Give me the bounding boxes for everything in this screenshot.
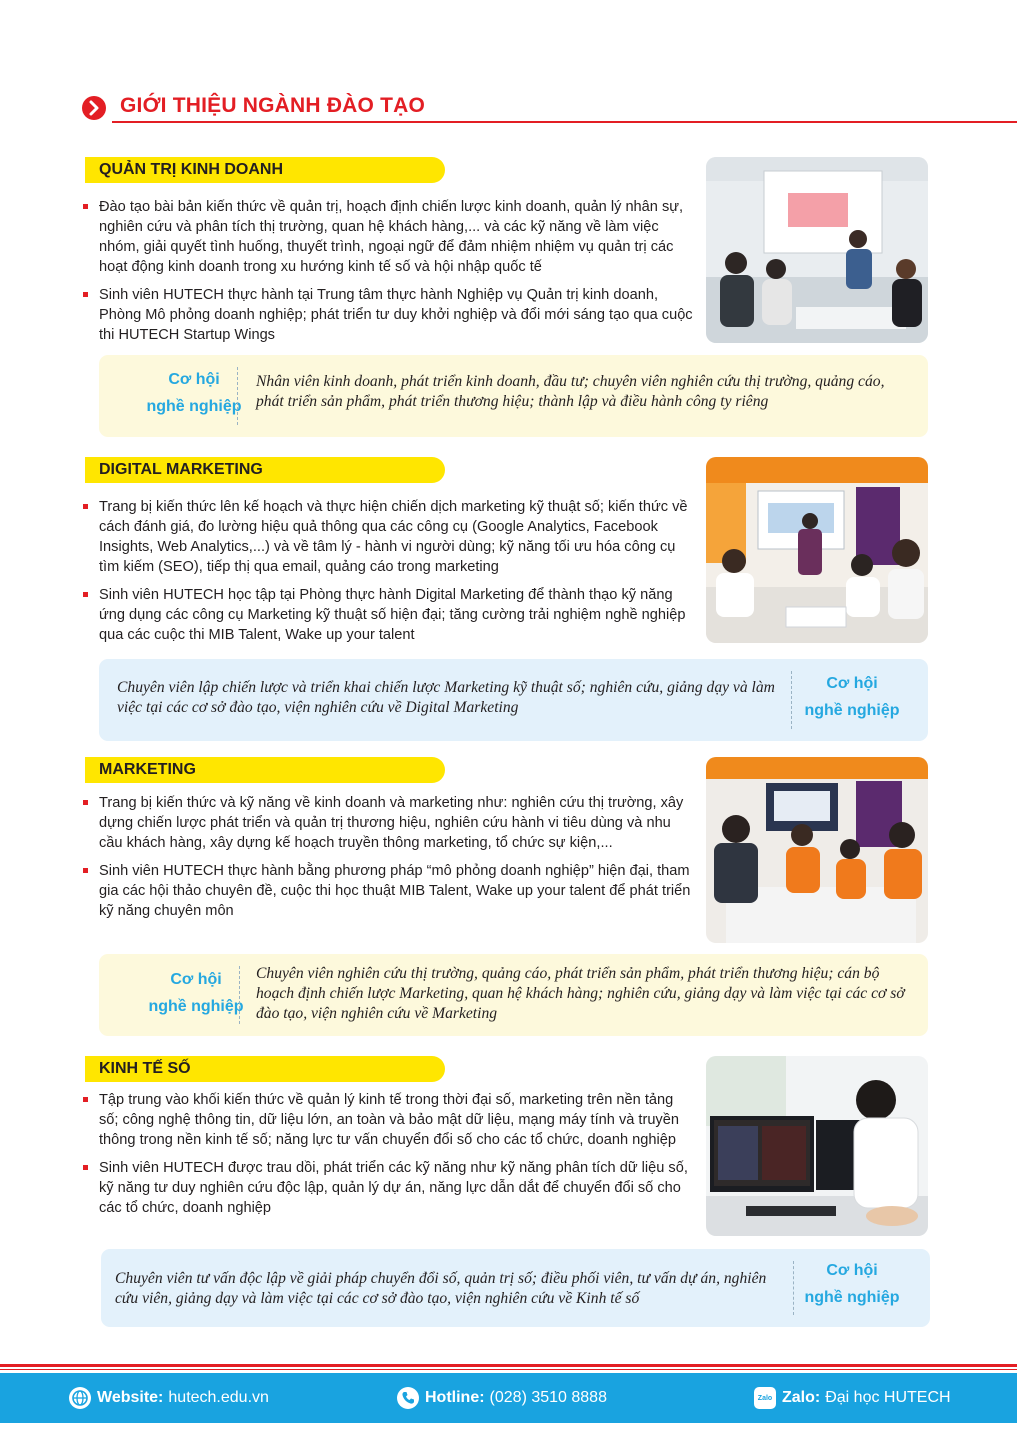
chevron-right-icon bbox=[82, 96, 106, 120]
career-text: Chuyên viên nghiên cứu thị trường, quảng cáo, phát triển sản phẩm, phát triển thương hiệu; cán bộ hoạch định chiến lược Marketing, quan hệ khách hàng; nghiên cứu, giảng dạy và làm việc tại các cơ sở đào tạo, viện nghiên cứu về Marketing bbox=[256, 965, 905, 1022]
footer-divider-thin bbox=[0, 1369, 1017, 1370]
career-label bbox=[131, 966, 261, 1020]
website-link[interactable]: hutech.edu.vn bbox=[168, 1389, 269, 1406]
career-box-kinh-te-so bbox=[101, 1249, 930, 1327]
page-title: GIỚI THIỆU NGÀNH ĐÀO TẠO bbox=[120, 94, 426, 117]
bullet-text: Sinh viên HUTECH thực hành bằng phương pháp “mô phỏng doanh nghiệp” hiện đại, tham gia các hội thảo chuyên đề, cuộc thi học thuật MIB Talent, Wake up your talent để phát triển kỹ năng chuyên môn bbox=[99, 863, 691, 919]
hotline-label: Hotline: bbox=[425, 1389, 485, 1406]
career-box-qtkd bbox=[99, 355, 928, 437]
list-item bbox=[82, 1158, 694, 1218]
career-label-line2: nghề nghiệp bbox=[146, 398, 242, 415]
bullet-icon bbox=[83, 1097, 88, 1102]
bullet-icon bbox=[83, 1165, 88, 1170]
hotline-number[interactable]: (028) 3510 8888 bbox=[489, 1389, 607, 1406]
footer-website[interactable] bbox=[69, 1385, 269, 1411]
divider bbox=[112, 121, 1017, 123]
section-photo bbox=[706, 757, 928, 943]
divider bbox=[239, 966, 240, 1024]
zalo-label: Zalo: bbox=[782, 1389, 821, 1406]
list-item bbox=[82, 1090, 694, 1150]
career-label bbox=[129, 366, 259, 420]
bullet-list bbox=[82, 1090, 694, 1226]
career-label-line1: Cơ hội bbox=[168, 371, 220, 388]
bullet-list bbox=[82, 497, 694, 653]
bullet-text: Tập trung vào khối kiến thức về quản lý kinh tế trong thời đại số, marketing trên nền tảng số; công nghệ thông tin, dữ liệu lớn, an toàn và bảo mật dữ liệu, mạng máy tính và truyền thông trong nền kinh tế số; năng lực tư vấn chuyển đổi số cho các tổ chức, doanh nghiệp bbox=[99, 1092, 679, 1148]
website-label: Website: bbox=[97, 1389, 164, 1406]
section-photo bbox=[706, 457, 928, 643]
career-label-line2: nghề nghiệp bbox=[804, 702, 900, 719]
career-label-line1: Cơ hội bbox=[826, 675, 878, 692]
bullet-text: Sinh viên HUTECH được trau dồi, phát triển các kỹ năng như kỹ năng phân tích dữ liệu số, kỹ năng tư duy nghiên cứu độc lập, quản lý dự án, năng lực dẫn dắt để chuyển đổi số cho các tổ chức, doanh nghiệp bbox=[99, 1160, 688, 1216]
footer-divider bbox=[0, 1364, 1017, 1367]
page-header bbox=[82, 92, 1017, 126]
section-title: KINH TẾ SỐ bbox=[85, 1056, 445, 1082]
footer bbox=[0, 1373, 1017, 1423]
bullet-list bbox=[82, 197, 694, 353]
bullet-icon bbox=[83, 800, 88, 805]
bullet-text: Đào tạo bài bản kiến thức về quản trị, hoạch định chiến lược kinh doanh, quản lý nhân sự, nghiên cứu và phân tích thị trường, quan hệ khách hàng,... và các kỹ năng về làm việc nhóm, giải quyết tình huống, thuyết trình, ngoại ngữ để đảm nhiệm nhiệm vụ quản trị các hoạt động kinh doanh trong xu hướng kinh tế số và hội nhập quốc tế bbox=[99, 199, 684, 275]
divider bbox=[237, 367, 238, 425]
section-title: MARKETING bbox=[85, 757, 445, 783]
section-photo bbox=[706, 1056, 928, 1236]
list-item bbox=[82, 793, 694, 853]
list-item bbox=[82, 585, 694, 645]
bullet-icon bbox=[83, 292, 88, 297]
career-label bbox=[787, 1257, 917, 1311]
footer-zalo[interactable] bbox=[754, 1385, 951, 1411]
list-item bbox=[82, 285, 694, 345]
career-label-line1: Cơ hội bbox=[170, 971, 222, 988]
list-item bbox=[82, 861, 694, 921]
career-label bbox=[787, 670, 917, 724]
list-item bbox=[82, 497, 694, 577]
career-label-line2: nghề nghiệp bbox=[804, 1289, 900, 1306]
career-text: Chuyên viên lập chiến lược và triển khai chiến lược Marketing kỹ thuật số; nghiên cứu, giảng dạy và làm việc tại các cơ sở đào tạo, viện nghiên cứu về Digital Marketing bbox=[117, 679, 775, 716]
career-label-line1: Cơ hội bbox=[826, 1262, 878, 1279]
section-title: QUẢN TRỊ KINH DOANH bbox=[85, 157, 445, 183]
career-label-line2: nghề nghiệp bbox=[148, 998, 244, 1015]
bullet-text: Trang bị kiến thức và kỹ năng về kinh doanh và marketing như: nghiên cứu thị trường, xây dựng chiến lược phát triển và quản trị thương hiệu, nghiên cứu hành vi tiêu dùng và nhu cầu khách hàng, xây dựng kế hoạch truyền thông marketing, tổ chức sự kiện,... bbox=[99, 795, 684, 851]
career-text: Chuyên viên tư vấn độc lập về giải pháp chuyển đổi số, quản trị số; điều phối viên, tư vấn dự án, nghiên cứu viên, giảng dạy và làm việc tại các cơ sở đào tạo, viện nghiên cứu về Kinh tế số bbox=[115, 1270, 767, 1307]
section-title: DIGITAL MARKETING bbox=[85, 457, 445, 483]
bullet-icon bbox=[83, 868, 88, 873]
bullet-text: Sinh viên HUTECH thực hành tại Trung tâm thực hành Nghiệp vụ Quản trị kinh doanh, Phòng Mô phỏng doanh nghiệp; phát triển tư duy khởi nghiệp và đổi mới sáng tạo qua cuộc thi HUTECH Startup Wings bbox=[99, 287, 693, 343]
section-photo bbox=[706, 157, 928, 343]
globe-icon bbox=[69, 1387, 91, 1409]
career-text: Nhân viên kinh doanh, phát triển kinh doanh, đầu tư; chuyên viên nghiên cứu thị trường, quảng cáo, phát triển sản phẩm, phát triển thương hiệu; thành lập và điều hành công ty riêng bbox=[256, 373, 885, 410]
zalo-value[interactable]: Đại học HUTECH bbox=[825, 1389, 951, 1406]
phone-icon bbox=[397, 1387, 419, 1409]
bullet-text: Sinh viên HUTECH học tập tại Phòng thực hành Digital Marketing để thành thạo kỹ năng ứng dụng các công cụ Marketing kỹ thuật số hiện đại; tăng cường trải nghiệm nghề nghiệp qua các cuộc thi MIB Talent, Wake up your talent bbox=[99, 587, 686, 643]
bullet-icon bbox=[83, 204, 88, 209]
list-item bbox=[82, 197, 694, 277]
career-box-marketing bbox=[99, 954, 928, 1036]
bullet-text: Trang bị kiến thức lên kế hoạch và thực hiện chiến dịch marketing kỹ thuật số; kiến thức về cách đánh giá, đo lường hiệu quả thông qua các công cụ (Google Analytics, Facebook Insights, Web Analytics,...) và về tâm lý - hành vi người dùng; kỹ năng tối ưu hóa công cụ tìm kiếm (SEO), tiếp thị qua email, quảng cáo trong marketing bbox=[99, 499, 688, 575]
footer-hotline[interactable] bbox=[397, 1385, 607, 1411]
bullet-list bbox=[82, 793, 694, 929]
career-box-digital-marketing bbox=[99, 659, 928, 741]
bullet-icon bbox=[83, 592, 88, 597]
bullet-icon bbox=[83, 504, 88, 509]
zalo-icon: Zalo bbox=[754, 1387, 776, 1409]
